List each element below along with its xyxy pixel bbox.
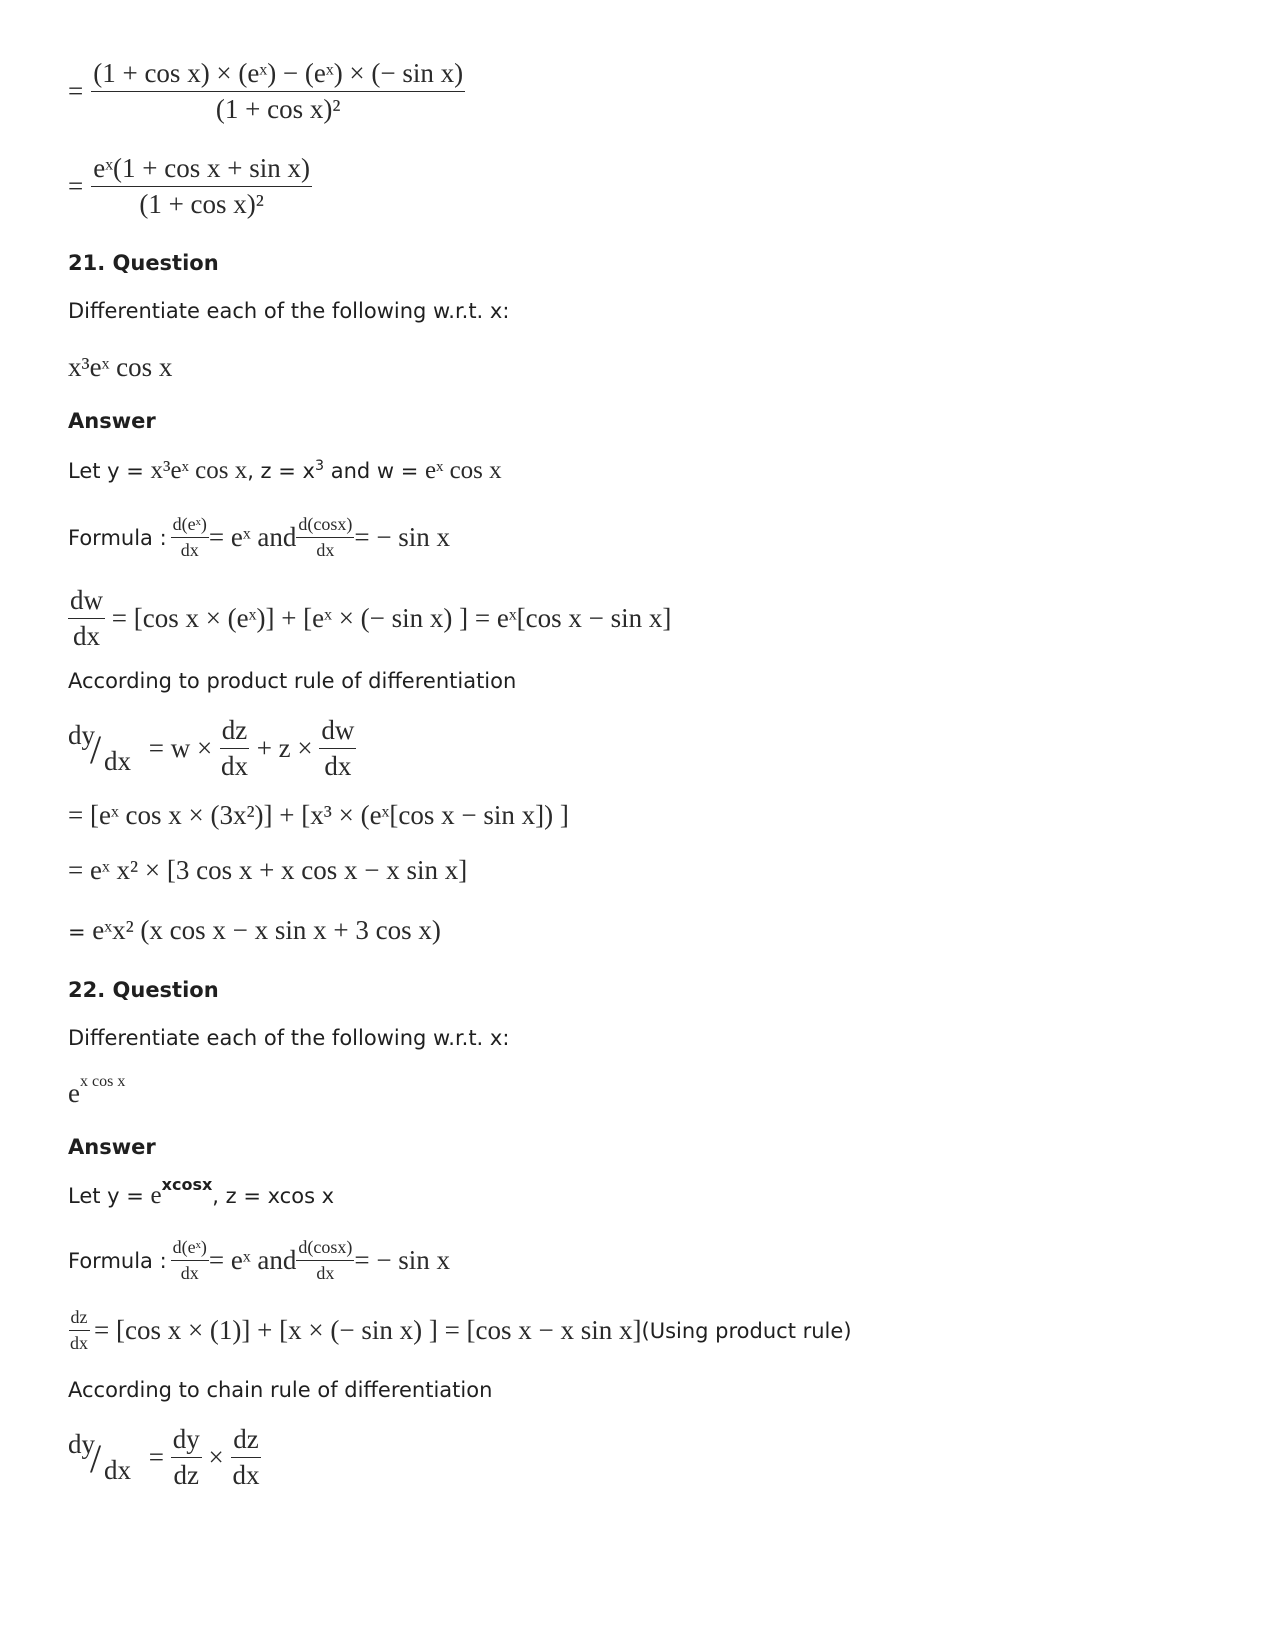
question-21-heading: 21. Question — [68, 251, 219, 275]
fraction-2: $\frac{\text{eˣ(1 + cos x + sin x)}}{\text{(1 + cos x)²}}$ — [93, 153, 310, 219]
question-21-instruction: Differentiate each of the following w.r.t. x: — [68, 299, 510, 323]
q21-dw-fraction: $\frac{dw}{dx}$ — [70, 585, 103, 651]
q22-dz-line: $\frac{dz}{dx}$ = [cos x × (1)] + [x × (− sin x) ] = [cos x − x sin x](Using product rule) — [70, 1307, 852, 1353]
q21-step-1: = [eˣ cos x × (3x²)] + [x³ × (eˣ[cos x − sin x]) ] — [68, 800, 569, 830]
q22-chain-rule-formula: dy / dx = $\frac{dy}{dz}$ × $\frac{dz}{dx}$ — [68, 1424, 260, 1490]
question-21-answer-label: Answer — [68, 409, 156, 433]
q22-let-line: Let $y = e^{xcosx}$, z = xcos x — [68, 1175, 335, 1209]
question-22-instruction: Differentiate each of the following w.r.t. x: — [68, 1026, 510, 1050]
q21-formula-frac-2: $\frac{d(\cos x)}{dx}$ — [298, 514, 353, 560]
q21-product-rule-text: According to product rule of differentiation — [68, 669, 517, 693]
dy-dx-slash: dy / dx — [68, 719, 131, 776]
q21-let-line: Let y = x³eˣ cos x, $z = x^3$ and w = eˣ cos x — [68, 457, 502, 484]
q21-step-3: = eˣx² (x cos x − x sin x + 3 cos x) — [68, 915, 441, 945]
q21-product-rule-formula: dy / dx = w × $\frac{dz}{dx}$ + z × $\frac{dw}{dx}$ — [68, 715, 355, 781]
q22-dz-fraction: $\frac{dz}{dx}$ — [70, 1307, 88, 1353]
question-21-expression: x³eˣ cos x — [68, 352, 173, 382]
q21-step-2: = eˣ x² × [3 cos x + x cos x − x sin x] — [68, 855, 468, 885]
q22-formula-line: Formula : $\frac{\text{d(eˣ)}}{dx}$ = eˣ and $\frac{d(\cos x)}{dx}$ = − sin x — [68, 1237, 451, 1283]
fraction-1: $\frac{\text{(1 + cos x) × (eˣ) − (eˣ) × (− sin x)}}{\text{(1 + cos x)²}}$ — [93, 58, 464, 124]
q21-dw-line: $\frac{dw}{dx}$ = [cos x × (eˣ)] + [eˣ × (− sin x) ] = eˣ[cos x − sin x] — [70, 585, 672, 651]
question-22-heading: 22. Question — [68, 978, 219, 1002]
q21-formula-frac-1: $\frac{\text{d(eˣ)}}{dx}$ — [172, 514, 207, 560]
question-22-answer-label: Answer — [68, 1135, 156, 1159]
q22-formula-frac-2: $\frac{d(\cos x)}{dx}$ — [298, 1237, 353, 1283]
q22-chain-rule-text: According to chain rule of differentiation — [68, 1378, 493, 1402]
q21-formula-line: Formula : $\frac{\text{d(eˣ)}}{dx}$ = eˣ and $\frac{d(\cos x)}{dx}$ = − sin x — [68, 514, 451, 560]
q22-formula-frac-1: $\frac{\text{d(eˣ)}}{dx}$ — [172, 1237, 207, 1283]
question-22-expression: $e^{x cos x}$ — [68, 1073, 126, 1108]
equation-line-1: = $\frac{\text{(1 + cos x) × (eˣ) − (eˣ) × (− sin x)}}{\text{(1 + cos x)²}}$ — [68, 58, 464, 124]
equation-line-2: = $\frac{\text{eˣ(1 + cos x + sin x)}}{\text{(1 + cos x)²}}$ — [68, 153, 310, 219]
dy-dx-slash-2: dy / dx — [68, 1428, 131, 1485]
